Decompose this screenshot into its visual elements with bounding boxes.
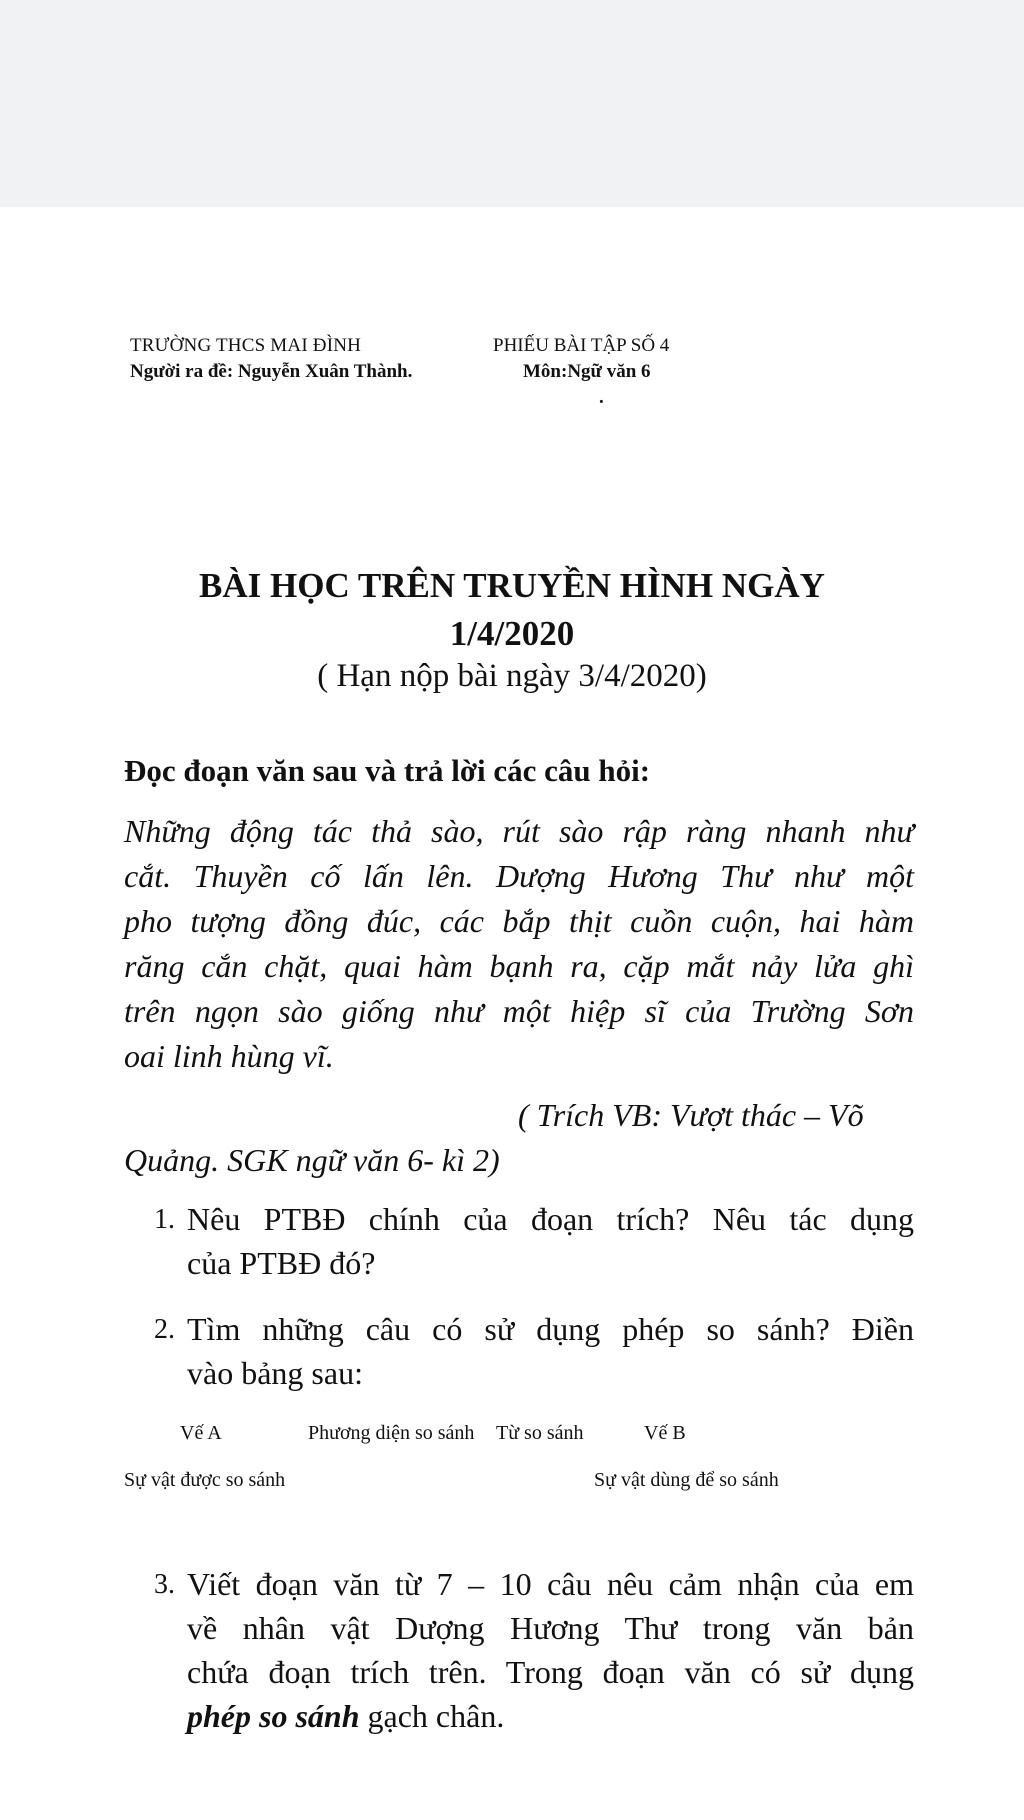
question-line: chứa đoạn trích trên. Trong đoạn văn có sử dụng	[187, 1654, 914, 1690]
table-sub-left: Sự vật được so sánh	[124, 1469, 286, 1491]
top-gray-band	[0, 0, 1024, 207]
emphasis-phrase: phép so sánh	[187, 1698, 360, 1734]
document-page	[0, 207, 1024, 1820]
question-line: Tìm những câu có sử dụng phép so sánh? Điền	[187, 1311, 914, 1347]
worksheet-number: PHIẾU BÀI TẬP SỐ 4	[493, 335, 670, 356]
reading-instruction: Đọc đoạn văn sau và trả lời các câu hỏi:	[124, 753, 651, 788]
passage-line: răng cắn chặt, quai hàm bạnh ra, cặp mắt nảy lửa ghì	[124, 948, 914, 984]
question-number: 3.	[154, 1569, 175, 1600]
table-header-aspect: Phương diện so sánh	[308, 1422, 475, 1444]
question-line-tail: gạch chân.	[359, 1698, 505, 1734]
lesson-date: 1/4/2020	[449, 614, 575, 653]
question-line: Nêu PTBĐ chính của đoạn trích? Nêu tác dụng	[187, 1201, 914, 1237]
table-header-ve-b: Vế B	[644, 1422, 686, 1444]
passage-line: trên ngọn sào giống như một hiệp sĩ của Trường Sơn	[124, 993, 914, 1029]
author-line: Người ra đề: Nguyễn Xuân Thành.	[130, 361, 413, 382]
table-header-word: Từ so sánh	[496, 1422, 584, 1444]
question-number: 1.	[154, 1204, 175, 1235]
passage-line: oai linh hùng vĩ.	[124, 1038, 334, 1074]
passage-line: cắt. Thuyền cố lấn lên. Dượng Hương Thư như một	[124, 858, 914, 894]
table-sub-right: Sự vật dùng để so sánh	[594, 1469, 779, 1491]
table-header-ve-a: Vế A	[180, 1422, 222, 1444]
passage-source: ( Trích VB: Vượt thác – Võ	[518, 1097, 864, 1133]
deadline-note: ( Hạn nộp bài ngày 3/4/2020)	[317, 658, 707, 694]
school-name: TRƯỜNG THCS MAI ĐÌNH	[130, 335, 362, 356]
subject-line: Môn:Ngữ văn 6	[523, 361, 651, 382]
passage-source-cont: Quảng. SGK ngữ văn 6- kì 2)	[124, 1142, 500, 1178]
passage-line: Những động tác thả sào, rút sào rập ràng nhanh như	[124, 813, 914, 849]
question-line	[187, 1698, 504, 1735]
question-line: của PTBĐ đó?	[187, 1245, 376, 1281]
question-number: 2.	[154, 1314, 175, 1345]
lesson-title: BÀI HỌC TRÊN TRUYỀN HÌNH NGÀY	[199, 566, 825, 605]
question-line: về nhân vật Dượng Hương Thư trong văn bản	[187, 1610, 914, 1646]
passage-line: pho tượng đồng đúc, các bắp thịt cuồn cuộn, hai hàm	[124, 903, 914, 939]
question-line: vào bảng sau:	[187, 1355, 363, 1391]
header-dot: .	[599, 387, 604, 408]
question-line: Viết đoạn văn từ 7 – 10 câu nêu cảm nhận của em	[187, 1566, 914, 1602]
